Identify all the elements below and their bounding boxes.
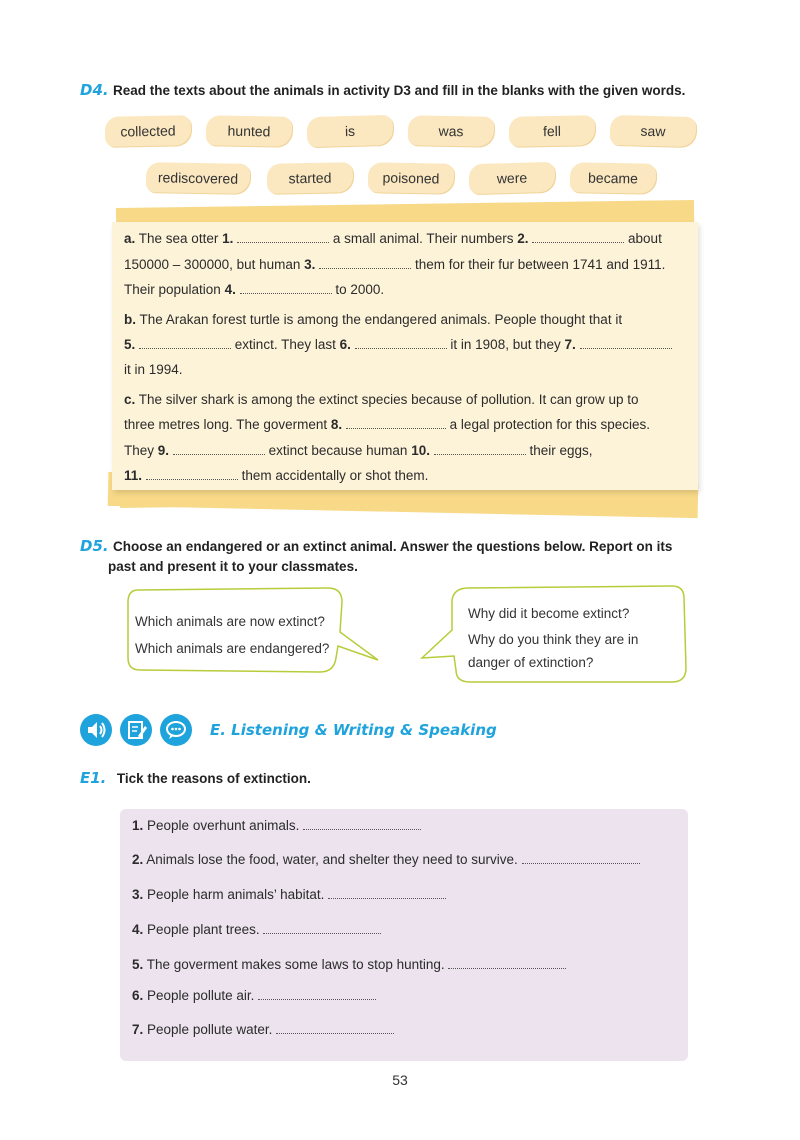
- list-item: 7. People pollute water.: [132, 1022, 394, 1037]
- e1-heading: [80, 768, 680, 790]
- tick-blank-6[interactable]: [258, 989, 376, 1000]
- text-c-line2: three metres long. The goverment 8. a legal protection for this species.: [124, 417, 651, 432]
- left-bubble-q1: Which animals are now extinct?: [135, 614, 325, 629]
- tick-blank-7[interactable]: [276, 1023, 394, 1034]
- d5-instruction-line1: Choose an endangered or an extinct animal. Answer the questions below. Report on its: [113, 539, 673, 554]
- list-item: 6. People pollute air.: [132, 988, 376, 1003]
- word-chip: were: [469, 162, 556, 194]
- blank-3[interactable]: [319, 258, 411, 269]
- text-c-line4: 11. them accidentally or shot them.: [124, 468, 429, 483]
- text-c-line1: c. The silver shark is among the extinct species because of pollution. It can grow up to: [124, 392, 639, 407]
- right-bubble-q2a: Why do you think they are in: [468, 632, 639, 647]
- d5-heading: [80, 536, 780, 558]
- left-bubble-q2: Which animals are endangered?: [135, 641, 330, 656]
- list-item: 1. People overhunt animals.: [132, 818, 421, 833]
- speaker-icon: [80, 714, 112, 746]
- text-b-line3: it in 1994.: [124, 362, 183, 377]
- word-chip: saw: [610, 115, 697, 147]
- tick-blank-4[interactable]: [263, 923, 381, 934]
- text-b-line2: 5. extinct. They last 6. it in 1908, but they 7.: [124, 337, 672, 352]
- blank-4[interactable]: [240, 283, 332, 294]
- tick-blank-2[interactable]: [522, 853, 640, 864]
- list-item: 3. People harm animals’ habitat.: [132, 887, 446, 902]
- text-a-line2: 150000 – 300000, but human 3. them for their fur between 1741 and 1911.: [124, 257, 666, 272]
- text-c-line3: They 9. extinct because human 10. their eggs,: [124, 443, 593, 458]
- blank-8[interactable]: [346, 418, 446, 429]
- blank-2[interactable]: [532, 232, 624, 243]
- word-chip: rediscovered: [146, 162, 251, 194]
- text-a-line1: a. The sea otter 1. a small animal. Their numbers 2. about: [124, 231, 662, 246]
- e1-activity-id: E1.: [80, 769, 107, 787]
- blank-11[interactable]: [146, 469, 238, 480]
- word-chip: fell: [509, 115, 596, 146]
- word-chip: became: [570, 162, 657, 193]
- page-number: 53: [392, 1072, 408, 1088]
- d4-heading: [80, 80, 780, 102]
- text-a-line3: Their population 4. to 2000.: [124, 282, 385, 297]
- d4-activity-id: D4.: [80, 81, 109, 99]
- word-chip: poisoned: [368, 162, 455, 193]
- blank-6[interactable]: [355, 338, 447, 349]
- right-bubble-q1: Why did it become extinct?: [468, 606, 630, 621]
- tick-blank-1[interactable]: [303, 819, 421, 830]
- word-chip: is: [307, 115, 394, 147]
- right-bubble-q2b: danger of extinction?: [468, 655, 594, 670]
- d5-instruction-line2: past and present it to your classmates.: [108, 559, 358, 574]
- list-item: 2. Animals lose the food, water, and shelter they need to survive.: [132, 852, 640, 867]
- word-chip: was: [408, 115, 495, 146]
- list-item: 4. People plant trees.: [132, 922, 381, 937]
- section-e-title: E. Listening & Writing & Speaking: [210, 721, 497, 739]
- d5-activity-id: D5.: [80, 537, 109, 555]
- speech-bubble-icon: [160, 714, 192, 746]
- list-item: 5. The goverment makes some laws to stop hunting.: [132, 957, 566, 972]
- tick-blank-3[interactable]: [328, 888, 446, 899]
- word-chip: hunted: [206, 115, 293, 146]
- blank-9[interactable]: [173, 444, 265, 455]
- e1-instruction: Tick the reasons of extinction.: [116, 771, 311, 786]
- blank-5[interactable]: [139, 338, 231, 349]
- d4-instruction: Read the texts about the animals in activity D3 and fill in the blanks with the given words.: [113, 83, 686, 98]
- tick-blank-5[interactable]: [448, 958, 566, 969]
- blank-1[interactable]: [237, 232, 329, 243]
- word-chip: collected: [105, 115, 192, 146]
- left-speech-bubble: [120, 584, 390, 678]
- blank-7[interactable]: [580, 338, 672, 349]
- word-chip: started: [267, 162, 354, 193]
- writing-icon: [120, 714, 152, 746]
- blank-10[interactable]: [434, 444, 526, 455]
- text-b-line1: b. The Arakan forest turtle is among the endangered animals. People thought that it: [124, 312, 623, 327]
